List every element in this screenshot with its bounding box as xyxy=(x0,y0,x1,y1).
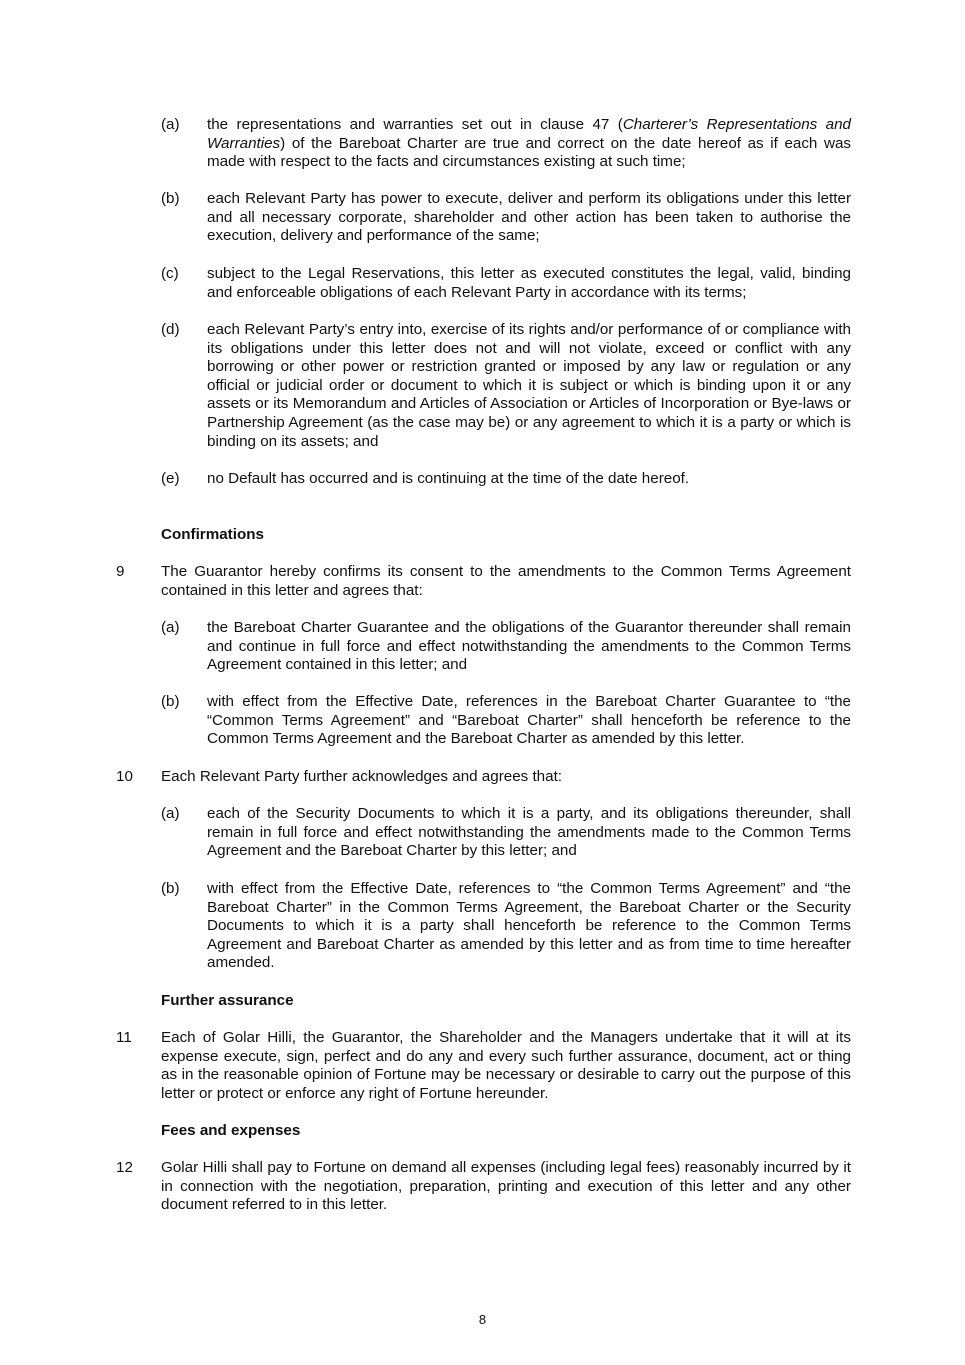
item-text: no Default has occurred and is continuing at the time of the date hereof. xyxy=(207,470,690,487)
item-text: each Relevant Party has power to execute, deliver and perform its obligations under this letter and all necessary corporate, shareholder and other action has been taken to authorise the execution, delivery and performance of the same; xyxy=(207,190,851,245)
item-text: each of the Security Documents to which it is a party, and its obligations thereunder, shall remain in full force and effect notwithstanding the amendments made to the Common Terms Agreement and the Bareboat Charter by this letter; and xyxy=(207,805,851,860)
clause-text: Golar Hilli shall pay to Fortune on demand all expenses (including legal fees) reasonably incurred by it in connection with the negotiation, preparation, printing and execution of this letter and any other document referred to in this letter. xyxy=(161,1159,851,1214)
item-label: (b) xyxy=(161,880,180,897)
item-label: (a) xyxy=(161,619,180,636)
item-text: each Relevant Party’s entry into, exercise of its rights and/or performance of or compliance with its obligations under this letter does not and will not violate, exceed or conflict with any borrowing or other power or restriction granted or imposed by any law or regulation or any official or judicial order or document to which it is subject or which is binding upon it or any assets or its Memorandum and Articles of Association or Articles of Incorporation or Bye-laws or Partnership Agreement (as the case may be) or any agreement to which it is a party or which is binding on its assets; and xyxy=(207,321,851,450)
item-label: (b) xyxy=(161,190,180,207)
item-text: with effect from the Effective Date, references in the Bareboat Charter Guarantee to “the “Common Terms Agreement” and “Bareboat Charter” shall henceforth be reference to the Common Terms Agreement and the Bareboat Charter as amended by this letter. xyxy=(207,693,851,748)
page-number: 8 xyxy=(478,1312,487,1327)
item-label: (a) xyxy=(161,805,180,822)
clause-text: Each Relevant Party further acknowledges and agrees that: xyxy=(161,768,563,785)
section-heading: Further assurance xyxy=(161,992,294,1009)
item-label: (e) xyxy=(161,470,180,487)
section-heading: Fees and expenses xyxy=(161,1122,301,1139)
clause-number: 10 xyxy=(116,768,133,785)
item-label: (c) xyxy=(161,265,179,282)
item-label: (b) xyxy=(161,693,180,710)
item-text: subject to the Legal Reservations, this letter as executed constitutes the legal, valid, binding and enforceable obligations of each Relevant Party in accordance with its terms; xyxy=(207,265,851,301)
clause-number: 11 xyxy=(116,1029,132,1046)
item-text: the Bareboat Charter Guarantee and the obligations of the Guarantor thereunder shall remain and continue in full force and effect notwithstanding the amendments to the Common Terms Agreement contained in this letter; and xyxy=(207,619,851,674)
clause-text: Each of Golar Hilli, the Guarantor, the Shareholder and the Managers undertake that it will at its expense execute, sign, perfect and do any and every such further assurance, document, act or thing as in the reasonable opinion of Fortune may be necessary or desirable to carry out the purpose of this letter or protect or enforce any right of Fortune hereunder. xyxy=(161,1029,851,1102)
clause-number: 9 xyxy=(116,563,125,580)
item-label: (a) xyxy=(161,116,180,133)
item-text: with effect from the Effective Date, references to “the Common Terms Agreement” and “the Bareboat Charter” in the Common Terms Agreement, the Bareboat Charter or the Security Documents to which it is a party shall henceforth be reference to the Common Terms Agreement and Bareboat Charter as amended by this letter and as from time to time hereafter amended. xyxy=(207,880,851,972)
clause-text: The Guarantor hereby confirms its consent to the amendments to the Common Terms Agreement contained in this letter and agrees that: xyxy=(161,563,851,599)
clause-number: 12 xyxy=(116,1159,133,1176)
item-label: (d) xyxy=(161,321,180,338)
item-text: the representations and warranties set out in clause 47 (Charterer’s Representations and Warranties) of the Bareboat Charter are true and correct on the date hereof as if each was made with respect to the facts and circumstances existing at such time; xyxy=(207,116,851,171)
section-heading: Confirmations xyxy=(161,526,264,543)
